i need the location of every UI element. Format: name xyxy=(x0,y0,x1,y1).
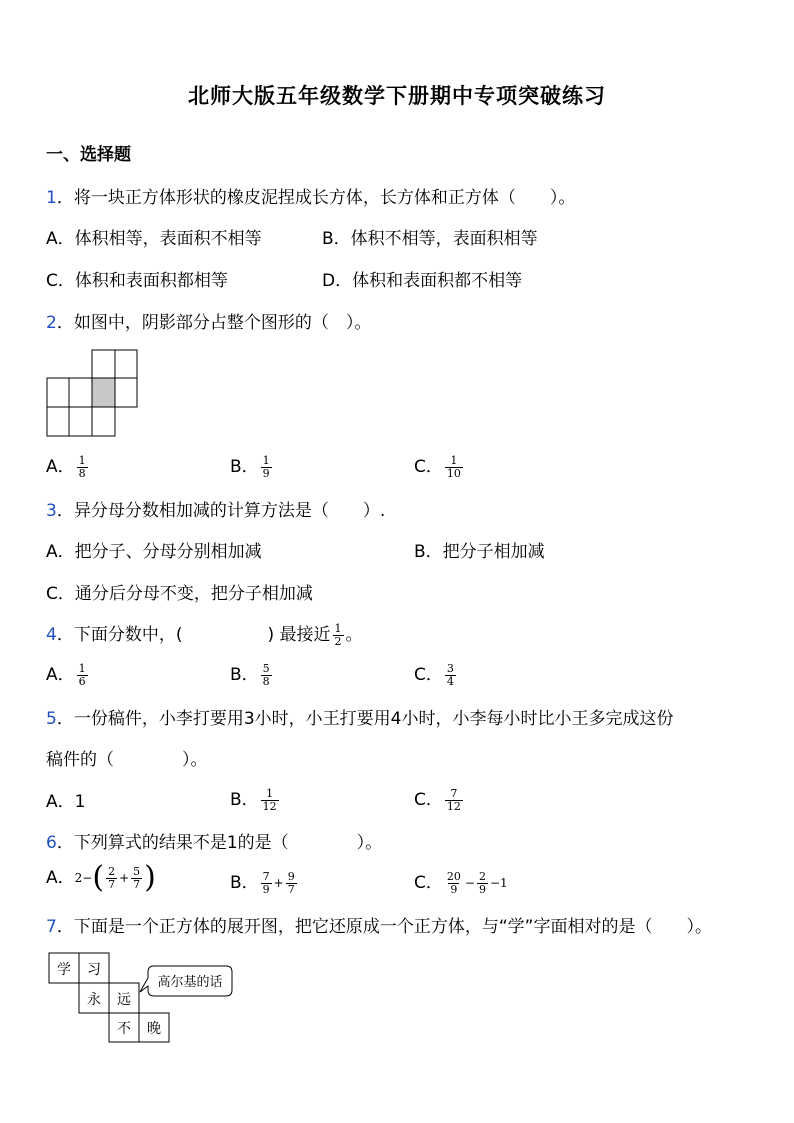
question-text: ．下面分数中，( ) 最接近 xyxy=(56,625,331,645)
question-number: 5 xyxy=(46,709,57,729)
q1-option-c[interactable]: C．体积和表面积都相等 xyxy=(46,271,228,291)
denominator: 7 xyxy=(287,882,295,896)
page-title: 北师大版五年级数学下册期中专项突破练习 xyxy=(188,84,606,108)
q6-option-a[interactable] xyxy=(46,860,156,895)
fraction xyxy=(286,871,297,895)
question-5-continued: 稿件的（ ）。 xyxy=(46,750,208,770)
question-text: ．下面是一个正方体的展开图，把它还原成一个正方体，与“学”字面相对的是（ ）。 xyxy=(56,917,712,937)
numerator: 1 xyxy=(78,661,86,675)
question-end: 。 xyxy=(345,625,363,645)
q1-option-a[interactable]: A．体积相等，表面积不相等 xyxy=(46,229,262,249)
question-text: ．一份稿件，小李打要用3小时，小王打要用4小时，小李每小时比小王多完成这份 xyxy=(56,709,674,729)
net-cell-text: 学 xyxy=(57,962,71,978)
denominator: 2 xyxy=(334,634,342,648)
q2-option-b[interactable] xyxy=(230,452,274,479)
net-cell-text: 不 xyxy=(117,1021,131,1037)
numerator: 5 xyxy=(262,661,270,675)
fraction xyxy=(77,455,88,479)
fraction xyxy=(106,866,117,890)
option-label: C． xyxy=(414,457,443,477)
question-3 xyxy=(46,496,385,521)
question-number: 7 xyxy=(46,917,57,937)
net-cell-text: 晚 xyxy=(147,1021,161,1037)
denominator: 9 xyxy=(262,882,270,896)
net-cell-text: 远 xyxy=(117,992,131,1008)
grid-cell xyxy=(92,407,115,436)
fraction xyxy=(261,663,272,687)
option-label: C． xyxy=(414,790,443,810)
question-text: ．将一块正方体形状的橡皮泥捏成长方体，长方体和正方体（ ）。 xyxy=(56,188,576,208)
fraction xyxy=(261,871,272,895)
question-6 xyxy=(46,828,382,853)
net-cell-text: 永 xyxy=(87,992,101,1008)
option-label: C． xyxy=(414,873,443,893)
question-text: ．异分母分数相加减的计算方法是（ ）. xyxy=(56,501,386,521)
denominator: 9 xyxy=(450,882,458,896)
question-number: 6 xyxy=(46,833,57,853)
question-2 xyxy=(46,308,371,333)
q2-option-c[interactable] xyxy=(414,452,465,479)
denominator: 9 xyxy=(262,466,270,480)
question-1 xyxy=(46,183,575,208)
q4-option-b[interactable] xyxy=(230,660,274,687)
operator: − xyxy=(464,876,475,890)
grid-cell xyxy=(69,407,92,436)
denominator: 7 xyxy=(133,877,141,891)
q2-option-a[interactable] xyxy=(46,452,90,479)
q3-option-a[interactable]: A．把分子、分母分别相加减 xyxy=(46,542,262,562)
option-label: C． xyxy=(414,665,443,685)
numerator: 20 xyxy=(446,869,461,883)
numerator: 3 xyxy=(446,661,454,675)
net-cell-text: 习 xyxy=(87,962,101,978)
q6-option-b[interactable] xyxy=(230,868,299,895)
right-paren: ) xyxy=(144,860,156,895)
q4-option-a[interactable] xyxy=(46,660,90,687)
numerator: 5 xyxy=(133,864,141,878)
numerator: 9 xyxy=(287,869,295,883)
grid-figure xyxy=(46,349,138,437)
q1-option-d[interactable]: D．体积和表面积都不相等 xyxy=(322,271,523,291)
denominator: 12 xyxy=(446,799,461,813)
question-5 xyxy=(46,704,673,729)
question-7 xyxy=(46,912,712,937)
grid-cell xyxy=(92,350,115,378)
fraction xyxy=(445,871,463,895)
grid-cell xyxy=(47,378,69,407)
fraction xyxy=(445,788,463,812)
numerator: 1 xyxy=(78,453,86,467)
numerator: 2 xyxy=(478,869,486,883)
shaded-cell xyxy=(92,378,115,407)
denominator: 4 xyxy=(446,674,454,688)
option-label: A． xyxy=(46,868,75,888)
numerator: 2 xyxy=(108,864,116,878)
question-number: 4 xyxy=(46,625,57,645)
grid-cell xyxy=(115,378,137,407)
question-4 xyxy=(46,620,363,647)
denominator: 8 xyxy=(78,466,86,480)
option-label: B． xyxy=(230,457,259,477)
fraction xyxy=(77,663,88,687)
q5-option-b[interactable] xyxy=(230,785,281,812)
denominator: 8 xyxy=(262,674,270,688)
q3-option-c[interactable]: C．通分后分母不变，把分子相加减 xyxy=(46,584,313,604)
grid-cell xyxy=(115,350,137,378)
option-label: B． xyxy=(230,790,259,810)
option-label: A． xyxy=(46,665,75,685)
numerator: 7 xyxy=(450,786,458,800)
denominator: 7 xyxy=(108,877,116,891)
numerator: 7 xyxy=(262,869,270,883)
option-label: B． xyxy=(230,873,259,893)
question-text: ．如图中，阴影部分占整个图形的（ ）。 xyxy=(56,313,372,333)
denominator: 12 xyxy=(262,799,277,813)
q5-option-a[interactable]: A．1 xyxy=(46,792,86,812)
option-label: A． xyxy=(46,457,75,477)
fraction xyxy=(131,866,142,890)
numerator: 1 xyxy=(334,621,342,635)
question-number: 3 xyxy=(46,501,57,521)
fraction xyxy=(333,623,344,647)
q5-option-c[interactable] xyxy=(414,785,465,812)
grid-cell xyxy=(69,378,92,407)
speech-bubble-text: 高尔基的话 xyxy=(157,975,223,990)
q1-option-b[interactable]: B．体积不相等，表面积相等 xyxy=(322,229,538,249)
numerator: 1 xyxy=(262,453,270,467)
numerator: 1 xyxy=(266,786,274,800)
expression-term: 2− xyxy=(74,871,93,885)
operator: + xyxy=(119,871,130,885)
q6-option-c[interactable] xyxy=(414,868,508,895)
q3-option-b[interactable]: B．把分子相加减 xyxy=(414,542,545,562)
option-label: B． xyxy=(230,665,259,685)
cube-net-figure xyxy=(48,952,238,1044)
fraction xyxy=(445,663,456,687)
operator: −1 xyxy=(489,876,508,890)
fraction xyxy=(445,455,463,479)
question-number: 2 xyxy=(46,313,57,333)
fraction xyxy=(477,871,488,895)
q4-option-c[interactable] xyxy=(414,660,458,687)
question-text: ．下列算式的结果不是1的是（ ）。 xyxy=(56,833,383,853)
denominator: 6 xyxy=(78,674,86,688)
numerator: 1 xyxy=(450,453,458,467)
fraction xyxy=(261,455,272,479)
grid-cell xyxy=(47,407,69,436)
denominator: 10 xyxy=(446,466,461,480)
denominator: 9 xyxy=(478,882,486,896)
left-paren: ( xyxy=(92,860,105,895)
fraction xyxy=(261,788,279,812)
section-heading: 一、选择题 xyxy=(46,145,131,165)
operator: + xyxy=(273,876,284,890)
question-number: 1 xyxy=(46,188,57,208)
